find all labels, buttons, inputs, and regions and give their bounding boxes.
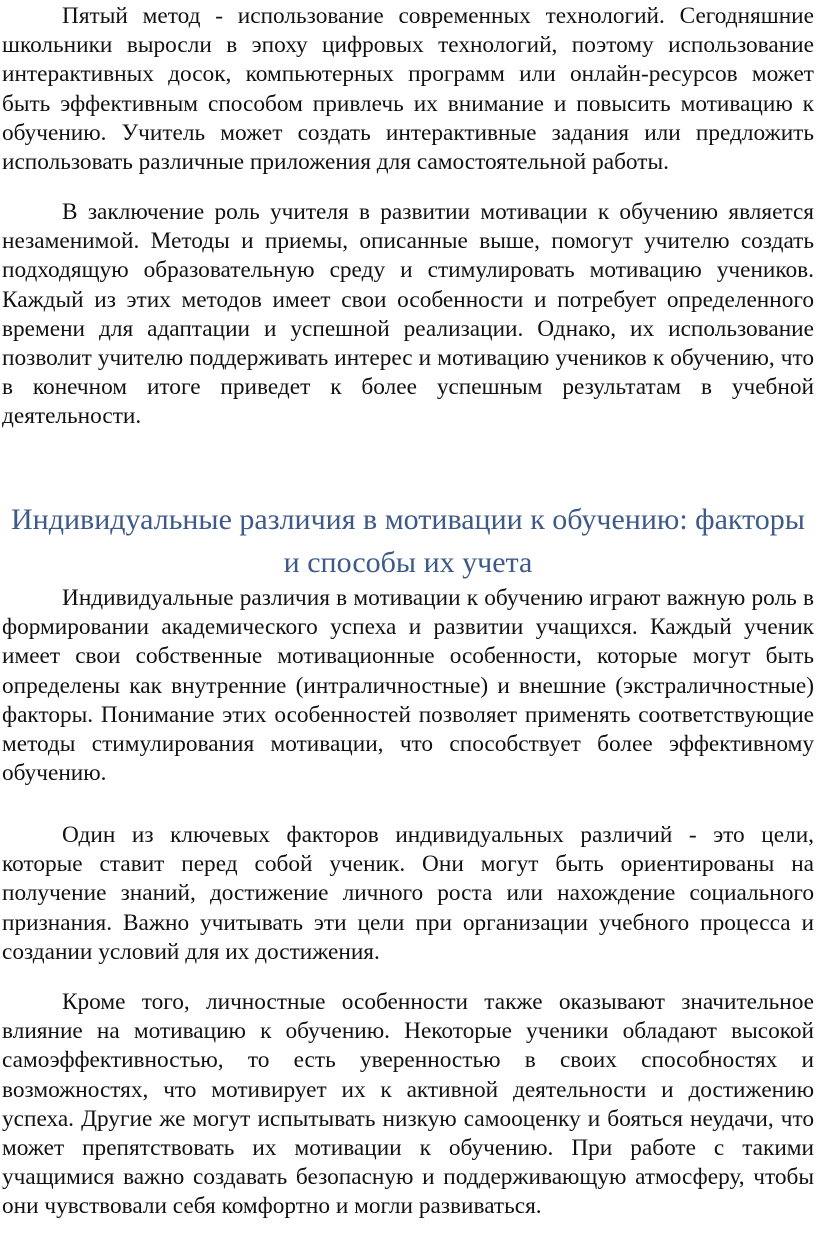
- paragraph-personality: Кроме того, личностные особенности также оказывают значительное влияние на мотивацию к обучению. Некоторые ученики обладают высокой самоэффективностью, то есть уверенностью в своих способностях и возможностях, что мотивирует их к активной деятельности и достижению успеха. Другие же могут испытывать низкую самооценку и бояться неудачи, что может препятствовать их мотивации к обучению. При работе с такими учащимися важно создавать безопасную и поддерживающую атмосферу, чтобы они чувствовали себя комфортно и могли развиваться.: [2, 989, 814, 1220]
- paragraph-individual-differences: Индивидуальные различия в мотивации к обучению играют важную роль в формировании академического успеха и развитии учащихся. Каждый ученик имеет свои собственные мотивационные особенности, которые могут быть определены как внутренние (интраличностные) и внешние (экстраличностные) факторы. Понимание этих особенностей позволяет применять соответствующие методы стимулирования мотивации, что способствует более эффективному обучению.: [2, 585, 814, 787]
- paragraph-goals: Один из ключевых факторов индивидуальных различий - это цели, которые ставит перед собой ученик. Они могут быть ориентированы на получение знаний, достижение личного роста или нахождение социального признания. Важно учитывать эти цели при организации учебного процесса и создании условий для их достижения.: [2, 822, 814, 965]
- paragraph-fifth-method: Пятый метод - использование современных технологий. Сегодняшние школьники выросли в эпоху цифровых технологий, поэтому использование интерактивных досок, компьютерных программ или онлайн-ресурсов может быть эффективным способом привлечь их внимание и повысить мотивацию к обучению. Учитель может создать интерактивные задания или предложить использовать различные приложения для самостоятельной работы.: [2, 3, 814, 176]
- section-heading: Индивидуальные различия в мотивации к обучению: факторы и способы их учета: [11, 503, 805, 579]
- paragraph-conclusion: В заключение роль учителя в развитии мотивации к обучению является незаменимой. Методы и приемы, описанные выше, помогут учителю создать подходящую образовательную среду и стимулировать мотивацию учеников. Каждый из этих методов имеет свои особенности и потребует определенного времени для адаптации и успешной реализации. Однако, их использование позволит учителю поддерживать интерес и мотивацию учеников к обучению, что в конечном итоге приведет к более успешным результатам в учебной деятельности.: [2, 199, 814, 430]
